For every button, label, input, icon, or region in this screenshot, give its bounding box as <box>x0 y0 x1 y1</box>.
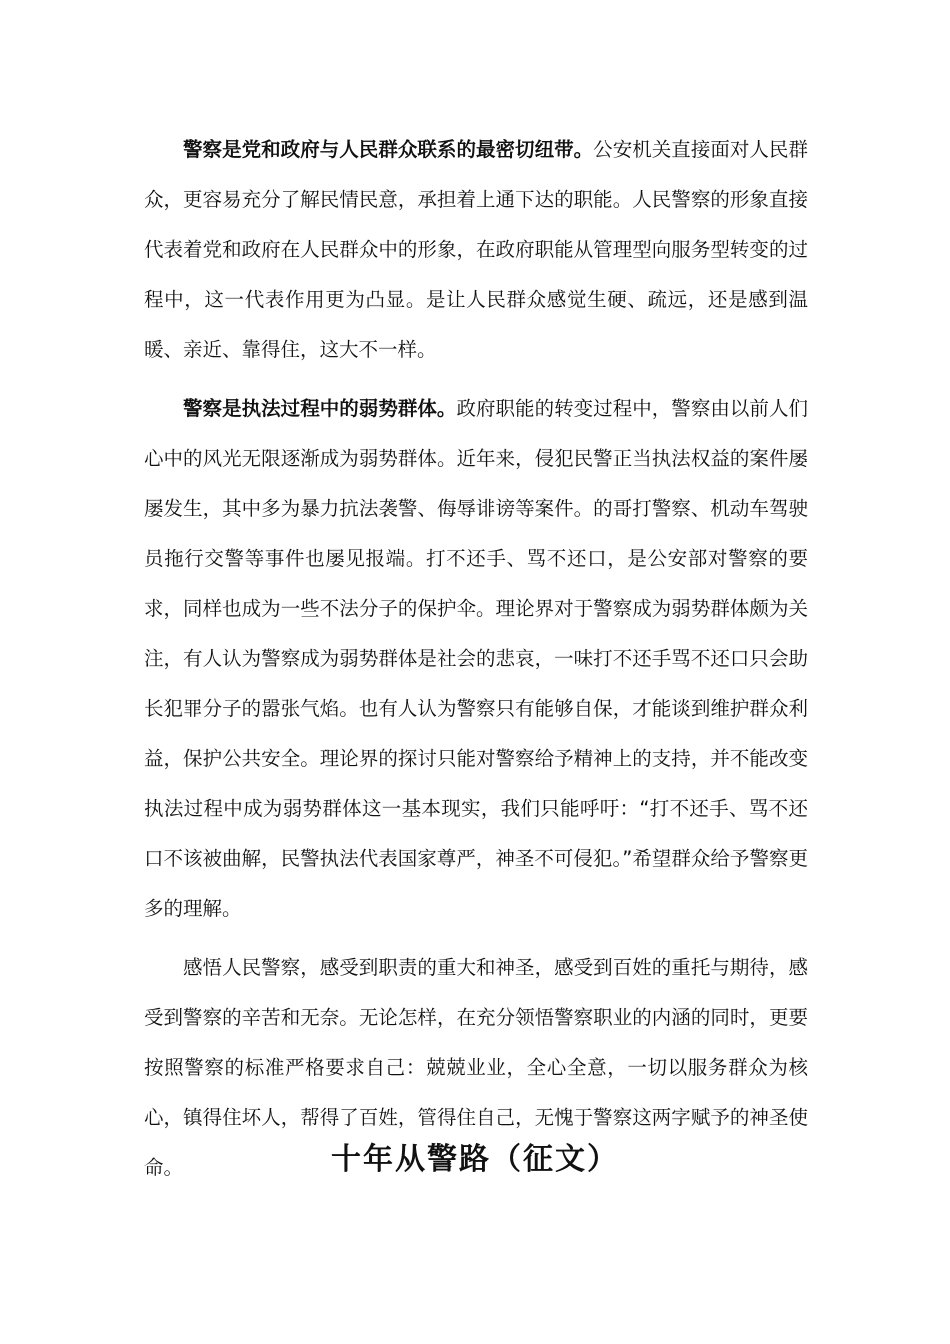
paragraph-2 <box>144 384 808 934</box>
paragraph-2-text: 政府职能的转变过程中，警察由以前人们心中的风光无限逐渐成为弱势群体。近年来，侵犯民警正当执法权益的案件屡屡发生，其中多为暴力抗法袭警、侮辱诽谤等案件。的哥打警察、机动车驾驶员拖行交警等事件也屡见报端。打不还手、骂不还口，是公安部对警察的要求，同样也成为一些不法分子的保护伞。理论界对于警察成为弱势群体颇为关注，有人认为警察成为弱势群体是社会的悲哀，一味打不还手骂不还口只会助长犯罪分子的嚣张气焰。也有人认为警察只有能够自保，才能谈到维护群众利益，保护公共安全。理论界的探讨只能对警察给予精神上的支持，并不能改变执法过程中成为弱势群体这一基本现实，我们只能呼吁：“打不还手、骂不还口不该被曲解，民警执法代表国家尊严，神圣不可侵犯。”希望群众给予警察更多的理解。 <box>144 397 808 920</box>
paragraph-3-text: 感悟人民警察，感受到职责的重大和神圣，感受到百姓的重托与期待，感受到警察的辛苦和无奈。无论怎样，在充分领悟警察职业的内涵的同时，更要按照警察的标准严格要求自己：兢兢业业，全心全意，一切以服务群众为核心，镇得住坏人，帮得了百姓，管得住自己，无愧于警察这两字赋予的神圣使命。 <box>144 956 808 1179</box>
paragraph-1-text: 公安机关直接面对人民群众，更容易充分了解民情民意，承担着上通下达的职能。人民警察的形象直接代表着党和政府在人民群众中的形象，在政府职能从管理型向服务型转变的过程中，这一代表作用更为凸显。是让人民群众感觉生硬、疏远，还是感到温暖、亲近、靠得住，这大不一样。 <box>144 138 808 361</box>
document-body <box>144 125 808 1202</box>
paragraph-2-lead: 警察是执法过程中的弱势群体。 <box>183 397 457 420</box>
paragraph-1 <box>144 125 808 375</box>
section-title: 十年从警路（征文） <box>331 1142 619 1177</box>
paragraph-1-lead: 警察是党和政府与人民群众联系的最密切纽带。 <box>183 138 594 161</box>
